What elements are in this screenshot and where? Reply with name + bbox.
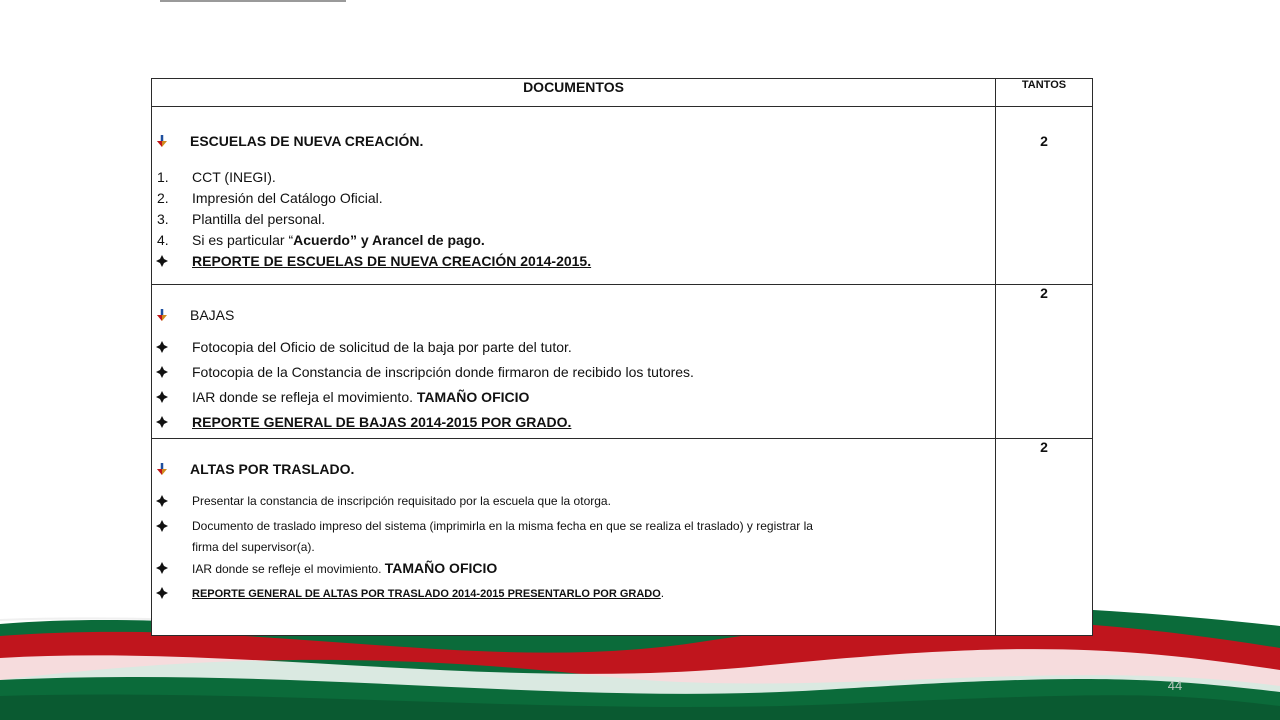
tantos-cell: [996, 439, 1093, 636]
list-text-bold: TAMAÑO OFICIO: [416, 389, 530, 405]
list-item: [152, 167, 995, 188]
header-documents: DOCUMENTOS: [152, 79, 996, 107]
list-text: Si es particular “: [192, 232, 294, 248]
section-title-row: [152, 307, 995, 323]
list-item: [152, 230, 995, 251]
list-text: CCT (INEGI).: [192, 169, 276, 185]
section-cell: [152, 285, 996, 439]
diamond-bullet-icon: [156, 562, 170, 576]
report-item: [152, 251, 995, 276]
list-text: Presentar la constancia de inscripción requisitado por la escuela que la otorga.: [192, 494, 611, 508]
section-row-altas: [152, 439, 1093, 636]
section-cell: [152, 107, 996, 285]
page-number: 44: [1167, 678, 1183, 693]
report-item: [152, 583, 995, 608]
list-item: [152, 387, 995, 412]
section-title: ALTAS POR TRASLADO.: [190, 461, 355, 477]
list-text-bold: Acuerdo” y Arancel de pago.: [293, 232, 485, 248]
list-number: 2.: [157, 190, 169, 206]
tantos-value: 2: [1040, 439, 1048, 455]
list-item: [152, 362, 995, 387]
list-number: 1.: [157, 169, 169, 185]
list-item: [152, 188, 995, 209]
diamond-bullet-icon: [156, 391, 170, 405]
report-text: REPORTE DE ESCUELAS DE NUEVA CREACIÓN 2014-2015.: [192, 253, 592, 269]
list-text-cont: firma del supervisor(a).: [192, 540, 315, 554]
list-item: [152, 516, 995, 558]
tantos-value: 2: [1040, 285, 1048, 301]
list-number: 3.: [157, 211, 169, 227]
top-rule: [160, 0, 346, 2]
section-title: BAJAS: [190, 307, 235, 323]
section-cell: [152, 439, 996, 636]
diamond-bullet-icon: [156, 495, 170, 509]
section-title-row: [152, 133, 995, 149]
list-item: [152, 558, 995, 583]
documents-table: [151, 78, 1093, 636]
list-text: IAR donde se refleje el movimiento.: [192, 562, 385, 576]
diamond-bullet-icon: [156, 366, 170, 380]
list-text: IAR donde se refleja el movimiento.: [192, 389, 417, 405]
list-item: [152, 491, 995, 516]
list-text: Plantilla del personal.: [192, 211, 326, 227]
diamond-bullet-icon: [156, 416, 170, 430]
arrow-bullet-icon: [156, 463, 168, 475]
list-item: [152, 209, 995, 230]
section-title: ESCUELAS DE NUEVA CREACIÓN.: [190, 133, 424, 149]
header-tantos: TANTOS: [996, 79, 1093, 107]
list-text: Impresión del Catálogo Oficial.: [192, 190, 383, 206]
list-text: Fotocopia de la Constancia de inscripción donde firmaron de recibido los tutores.: [192, 364, 694, 380]
list-number: 4.: [157, 232, 169, 248]
report-text: REPORTE GENERAL DE BAJAS 2014-2015 POR GRADO.: [192, 414, 572, 430]
arrow-bullet-icon: [156, 135, 168, 147]
list-text: Documento de traslado impreso del sistema (imprimirla en la misma fecha en que se realiza el traslado) y registrar la: [192, 519, 813, 533]
diamond-bullet-icon: [156, 520, 170, 534]
header-row: [152, 79, 1093, 107]
diamond-bullet-icon: [156, 587, 170, 601]
diamond-bullet-icon: [156, 255, 170, 269]
section-row-bajas: [152, 285, 1093, 439]
arrow-bullet-icon: [156, 309, 168, 321]
list-text: Fotocopia del Oficio de solicitud de la baja por parte del tutor.: [192, 339, 572, 355]
tantos-cell: [996, 285, 1093, 439]
list-item: [152, 337, 995, 362]
section-row-nueva-creacion: [152, 107, 1093, 285]
section-title-row: [152, 461, 995, 477]
list-text-bold: TAMAÑO OFICIO: [384, 560, 498, 576]
tantos-cell: [996, 107, 1093, 285]
report-suffix: .: [660, 586, 665, 600]
diamond-bullet-icon: [156, 341, 170, 355]
report-text: REPORTE GENERAL DE ALTAS POR TRASLADO 2014-2015 PRESENTARLO POR GRADO: [192, 588, 661, 600]
tantos-value: 2: [1040, 133, 1048, 149]
report-item: [152, 412, 995, 437]
